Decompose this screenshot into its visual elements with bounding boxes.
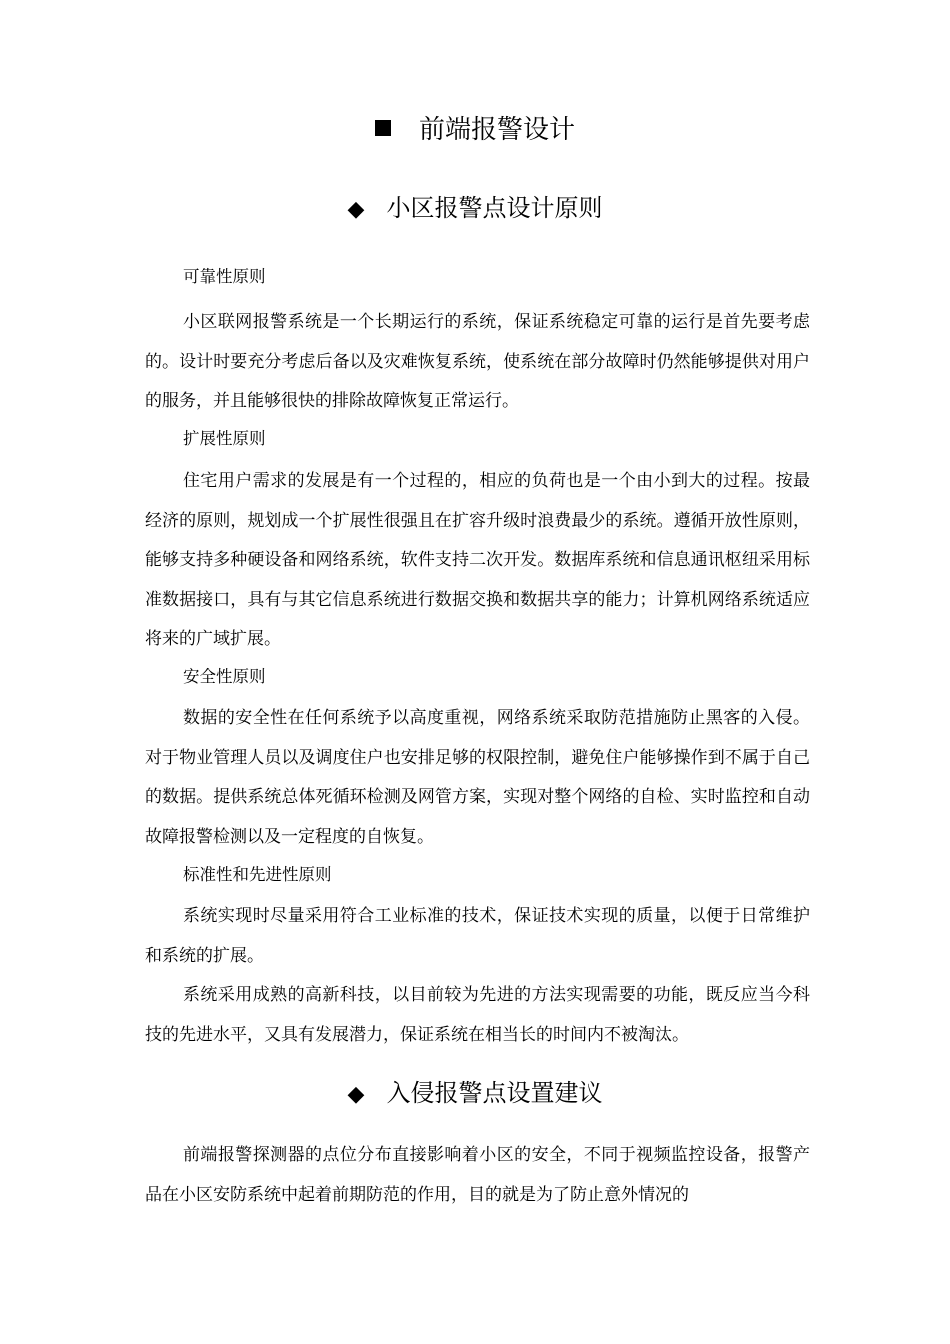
heading-1-text: 前端报警设计 — [418, 115, 575, 145]
paragraph-standards: 系统实现时尽量采用符合工业标准的技术，保证技术实现的质量，以便于日常维护和系统的扩展。 — [145, 906, 810, 966]
filled-diamond-icon: ◆ — [347, 197, 365, 222]
paragraph-reliability: 小区联网报警系统是一个长期运行的系统，保证系统稳定可靠的运行是首先要考虑的。设计时要充分考虑后备以及灾难恢复系统，使系统在部分故障时仍然能够提供对用户的服务，并且能够很快的排除故障恢复正常运行。 — [145, 312, 810, 411]
heading-2-text: 小区报警点设计原则 — [386, 194, 603, 222]
subheading-standards: 标准性和先进性原则 — [183, 865, 332, 884]
subheading-scalability: 扩展性原则 — [183, 429, 266, 448]
paragraph-intrusion-alarm: 前端报警探测器的点位分布直接影响着小区的安全，不同于视频监控设备，报警产品在小区安防系统中起着前期防范的作用，目的就是为了防止意外情况的 — [145, 1145, 810, 1205]
paragraph-scalability: 住宅用户需求的发展是有一个过程的，相应的负荷也是一个由小到大的过程。按最经济的原则，规划成一个扩展性很强且在扩容升级时浪费最少的系统。遵循开放性原则，能够支持多种硬设备和网络系统，软件支持二次开发。数据库系统和信息通讯枢纽采用标准数据接口，具有与其它信息系统进行数据交换和数据共享的能力；计算机网络系统适应将来的广域扩展。 — [145, 471, 810, 649]
heading-front-end-alarm-design — [0, 110, 950, 150]
heading-2-text: 入侵报警点设置建议 — [386, 1079, 603, 1107]
paragraph-security: 数据的安全性在任何系统予以高度重视，网络系统采取防范措施防止黑客的入侵。对于物业管理人员以及调度住户也安排足够的权限控制，避免住户能够操作到不属于自己的数据。提供系统总体死循环检测及网管方案，实现对整个网络的自检、实时监控和自动故障报警检测以及一定程度的自恢复。 — [145, 708, 810, 847]
heading-intrusion-alarm-suggestions — [0, 1073, 950, 1115]
heading-alarm-point-principles — [0, 188, 950, 230]
filled-diamond-icon: ◆ — [347, 1082, 365, 1107]
paragraph-advanced-tech: 系统采用成熟的高新科技，以目前较为先进的方法实现需要的功能，既反应当今科技的先进水平，又具有发展潜力，保证系统在相当长的时间内不被淘汰。 — [145, 985, 810, 1045]
subheading-security: 安全性原则 — [183, 667, 266, 686]
filled-square-icon — [375, 120, 391, 136]
subheading-reliability: 可靠性原则 — [183, 267, 266, 286]
